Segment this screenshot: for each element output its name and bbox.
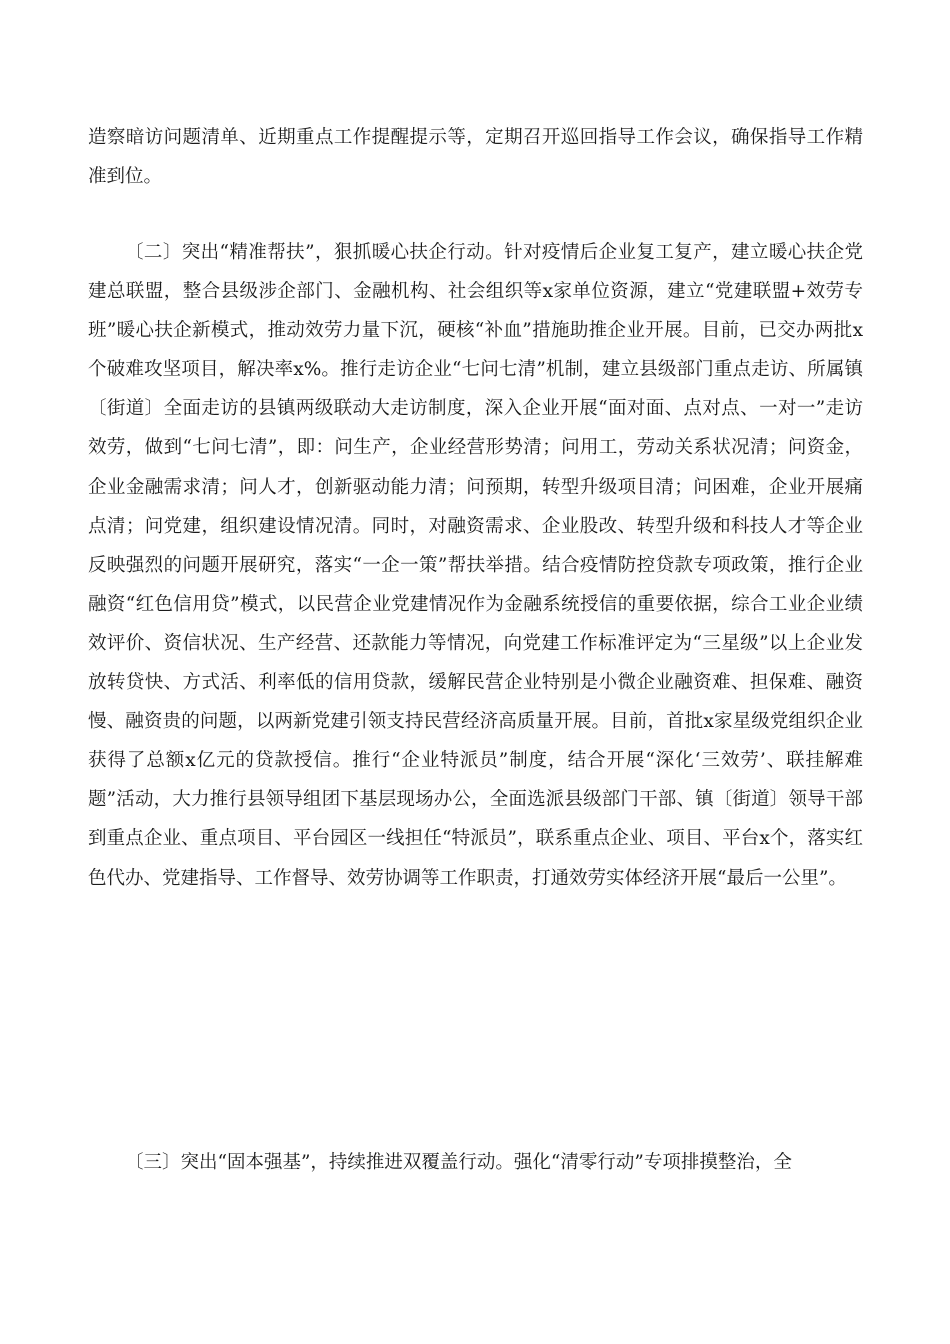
paragraph-text: 造察暗访问题清单、近期重点工作提醒提示等，定期召开巡回指导工作会议，确保指导工作精准到位。 [88, 127, 863, 188]
paragraph-continuation [88, 118, 863, 196]
paragraph-text: 〔三〕突出“固本强基”，持续推进双覆盖行动。强化“清零行动”专项排摸整治，全 [125, 1152, 792, 1173]
paragraph-text: 〔二〕突出“精准帮扶”，狠抓暖心扶企行动。针对疫情后企业复工复产，建立暖心扶企党建总联盟，整合县级涉企部门、金融机构、社会组织等x家单位资源，建立“党建联盟+效劳专班”暖心扶企新模式，推动效劳力量下沉，硬核“补血”措施助推企业开展。目前，已交办两批x个破难攻坚项目，解决率x%。推行走访企业“七问七清”机制，建立县级部门重点走访、所属镇〔街道〕全面走访的县镇两级联动大走访制度，深入企业开展“面对面、点对点、一对一”走访效劳，做到“七问七清”，即：问生产，企业经营形势清；问用工，劳动关系状况清；问资金，企业金融需求清；问人才，创新驱动能力清；问预期，转型升级项目清；问困难，企业开展痛点清；问党建，组织建设情况清。同时，对融资需求、企业股改、转型升级和科技人才等企业反映强烈的问题开展研究，落实“一企一策”帮扶举措。结合疫情防控贷款专项政策，推行企业融资“红色信用贷”模式，以民营企业党建情况作为金融系统授信的重要依据，综合工业企业绩效评价、资信状况、生产经营、还款能力等情况，向党建工作标准评定为“三星级”以上企业发放转贷快、方式活、利率低的信用贷款，缓解民营企业特别是小微企业融资难、担保难、融资慢、融资贵的问题，以两新党建引领支持民营经济高质量开展。目前，首批x家星级党组织企业获得了总额x亿元的贷款授信。推行“企业特派员”制度，结合开展“深化‘三效劳’、联挂解难题”活动，大力推行县领导组团下基层现场办公，全面选派县级部门干部、镇〔街道〕领导干部到重点企业、重点项目、平台园区一线担任“特派员”，联系重点企业、项目、平台x个，落实红色代办、党建指导、工作督导、效劳协调等工作职责，打通效劳实体经济开展“最后一公里”。 [88, 242, 863, 889]
paragraph-section-two [88, 233, 863, 898]
paragraph-section-three [88, 1143, 863, 1182]
